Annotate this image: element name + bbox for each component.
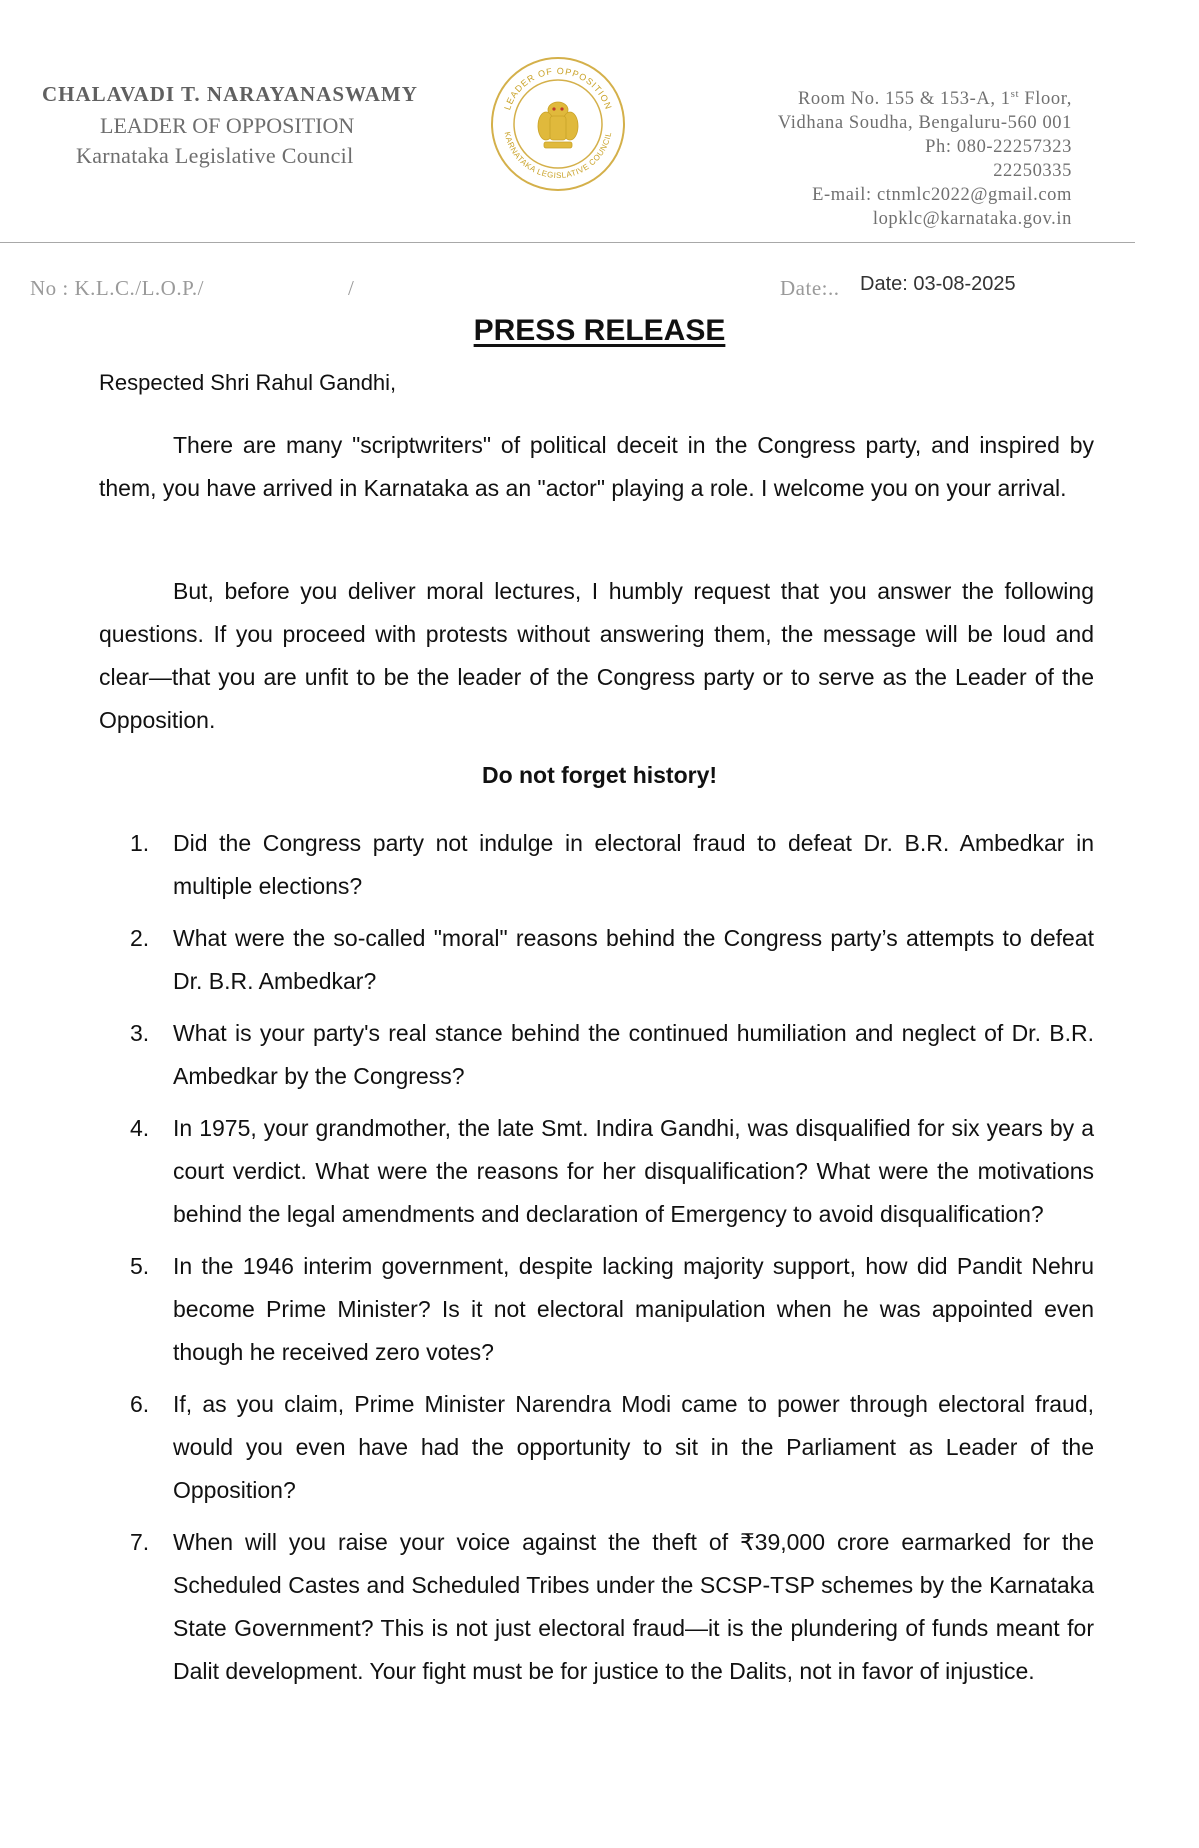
question-item [130,1521,1094,1693]
seal-text-top: LEADER OF OPPOSITION [502,65,614,112]
question-item [130,822,1094,908]
document-title: PRESS RELEASE [473,314,726,347]
question-item [130,1012,1094,1098]
date-label: Date:.. [780,276,840,300]
question-text: What were the so-called "moral" reasons behind the Congress party’s attempts to defeat Dr. B.R. Ambedkar? [173,925,1094,994]
question-number: 7. [130,1529,150,1555]
official-role: LEADER OF OPPOSITION [100,113,355,138]
question-item [130,1383,1094,1512]
question-number: 4. [130,1115,150,1141]
question-number: 2. [130,925,150,951]
paragraph-2: But, before you deliver moral lectures, I humbly request that you answer the following questions. If you proceed with protests without answering them, the message will be loud and clear—that you are unfit to be the leader of the Congress party or to serve as the Leader of the Opposition. [99,578,1094,733]
question-item [130,1107,1094,1236]
salutation: Respected Shri Rahul Gandhi, [99,370,397,395]
question-item [130,917,1094,1003]
letterhead-left [38,82,478,169]
question-text: In the 1946 interim government, despite lacking majority support, how did Pandit Nehru become Prime Minister? Is it not electoral manipulation when he was appointed even though he received zero votes? [173,1253,1094,1365]
question-text: Did the Congress party not indulge in electoral fraud to defeat Dr. B.R. Ambedkar in multiple elections? [173,830,1094,899]
email-line-1: E-mail: ctnmlc2022@gmail.com [812,185,1072,206]
question-text: In 1975, your grandmother, the late Smt. Indira Gandhi, was disqualified for six years by a court verdict. What were the reasons for her disqualification? What were the motivations behind the legal amendments and declaration of Emergency to avoid disqualification? [173,1115,1094,1227]
reference-number: No : K.L.C./L.O.P./ [30,276,205,300]
question-list [130,822,1094,1702]
phone-line-2: 22250335 [993,161,1072,182]
question-number: 5. [130,1253,150,1279]
question-number: 1. [130,830,150,856]
reference-slash: / [348,276,354,300]
letterhead-divider [0,242,1135,243]
question-item [130,1245,1094,1374]
date-value: Date: 03-08-2025 [860,273,1016,295]
official-name: CHALAVADI T. NARAYANASWAMY [42,82,418,106]
seal-text-bottom: KARNATAKA LEGISLATIVE COUNCIL [502,130,614,181]
question-number: 3. [130,1020,150,1046]
phone-line-1: Ph: 080-22257323 [925,137,1072,158]
question-number: 6. [130,1391,150,1417]
address-line-1: Room No. 155 & 153-A, 1st Floor, [797,88,1072,110]
email-line-2: lopklc@karnataka.gov.in [872,209,1072,230]
organization-name: Karnataka Legislative Council [76,143,354,168]
question-text: What is your party's real stance behind the continued humiliation and neglect of Dr. B.R. Ambedkar by the Congress? [173,1020,1094,1089]
section-subheading: Do not forget history! [481,762,718,788]
question-text: If, as you claim, Prime Minister Narendra Modi came to power through electoral fraud, would you even have had the opportunity to sit in the Parliament as Leader of the Opposition? [173,1391,1094,1503]
letterhead-contact [660,82,1072,231]
address-line-2: Vidhana Soudha, Bengaluru-560 001 [777,113,1072,134]
question-text: When will you raise your voice against the theft of ₹39,000 crore earmarked for the Scheduled Castes and Scheduled Tribes under the SCSP-TSP schemes by the Karnataka State Government? This is not just electoral fraud—it is the plundering of funds meant for Dalit development. Your fight must be for justice to the Dalits, not in favor of injustice. [173,1529,1094,1684]
paragraph-1: There are many "scriptwriters" of political deceit in the Congress party, and inspired by them, you have arrived in Karnataka as an "actor" playing a role. I welcome you on your arrival. [99,432,1094,501]
official-seal-icon [488,54,628,194]
